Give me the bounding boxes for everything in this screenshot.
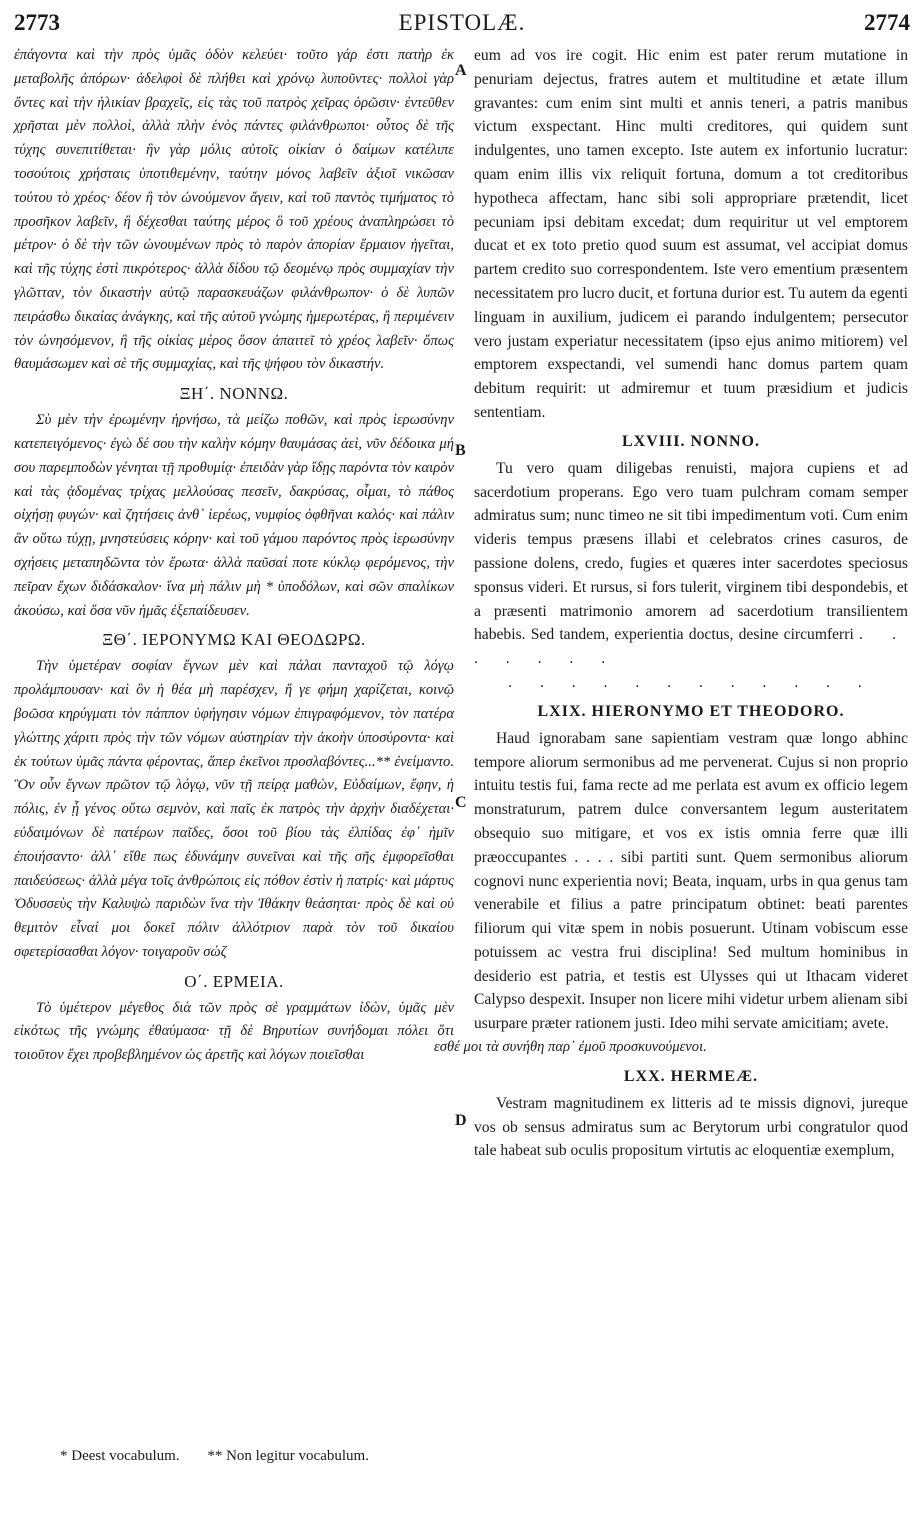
greek-letter-70: Τὸ ὑμέτερον μέγεθος διὰ τῶν πρὸς σὲ γραμμάτων ἰδὼν, ὑμᾶς μὲν εἰκότως τῆς γνώμης ἐθαύμασα· τῇ δὲ Βηρυτίων συνήδομαι πόλει ὅτι τοιοῦτον ἔχει προβεβλημένον ὡς ἀρετῆς καὶ λόγων ποιεῖσθαι [14, 999, 454, 1064]
margin-marker-d: D [455, 1112, 467, 1129]
greek-letter-69: Τὴν ὑμετέραν σοφίαν ἔγνων μὲν καὶ πάλαι πανταχοῦ τῷ λόγῳ προλάμπουσαν· καὶ ὃν ἡ θέα μὴ παρέσχεν, ἥ γε φήμη χαρίζεται, κοινῷ βοῶσα κηρύγματι τὸν πάππον ὑφήγησιν νόμων ἐπιγραφόμενον, τὸν πατέρα γλώττης χάριτι πρὸς τὴν τῶν νόμων αὐστηρίαν τὴν ἀκοὴν ὑποσύροντα· καὶ ἐκ τούτων ὑμᾶς πάντα φέροντας, ἅπερ ἐκεῖνοι προσλαβόντες...** ἐνείμαντο. Ὃν οὖν ἔγνων πρῶτον τῷ λόγῳ, νῦν τῇ πείρᾳ μαθὼν, Εὐδαίμων, ἔφην, ἡ πόλις, ἐν ᾗ γένος οὕτω σεμνὸν, καὶ παῖς ἐκ πατρὸς τὴν ἀρχὴν διαδέχεται· εὐδαιμόνων δὲ πατέρων παῖδες, ὅσοι τοῦ βίου τὰς ἐλπίδας ἐφ᾽ ἡμῖν ἐποιήσαντο· ἀλλ᾽ εἴθε πως ἐδυνάμην συνεῖναι καὶ τῆς σῆς ἐμφορεῖσθαι παιδεύσεως· ἀλλὰ μέγα τοῖς ἀνθρώποις εἰς πόθον ἐστὶν ἡ πατρίς· καὶ μάρτυς Ὀδυσσεὺς τὴν Καλυψὼ παριδὼν ἵνα τὴν Ἰθάκην θεάσηται· πρὸς δὲ καὶ οὐ θεμιτὸν εἶναί μοι δοκεῖ πόλιν ἀλλότριον παρὰ τὸν τοῦ δικαίου σφετερίσασθαι λόγον· τοιγαροῦν σώζ [14, 658, 454, 960]
latin-column [434, 44, 908, 1163]
latin-letter-70: Vestram magnitudinem ex litteris ad te missis dignovi, jureque vos ob sensus admiratus sum ac Berytorum urbi congratulor quod tale habeat sub oculis propositum virtutis ac eloquentiæ exemplum, [474, 1094, 908, 1160]
running-title: EPISTOLÆ. [398, 10, 526, 35]
latin-letter-69: Haud ignorabam sane sapientiam vestram quæ longo abhinc tempore aliorum sermonibus ad me pervenerat. Cujus si non proprio intuitu testis fui, fama recte ad me perlata est avum ex officio legem monstraturum, patrem dulce conversantem legum austeritatem obsequio suo mitigare, et vos ex istis omnia ferre quæ illi præoccupantes . . . . sibi partiti sunt. Quem sermonibus aliorum cognovi nunc experientia novi; Beata, inquam, urbs in qua genus tam venerabile et filius a patre principatum obtinet: beati parentes filiorum qui vitæ spem in nobis posuerunt. Utinam vobiscum esse potuissem ac vestra frui disciplina! Sed multum hominibus in desiderio est patria, et testis est Ulysses qui ut Ithacam videret Calypso despexit. Insuper non licere mihi videtur urbem alienam sibi usurpare præter rationem justi. Ideo mihi servate amicitiam; avete. [474, 729, 908, 1033]
footnote-2: ** Non legitur vocabulum. [207, 1448, 369, 1464]
ellipsis-dots: . . . . . . . [474, 626, 908, 668]
margin-marker-a: A [455, 62, 467, 79]
greek-letter-68: Σὺ μὲν τὴν ἐρωμένην ἠρνήσω, τὰ μείζω ποθῶν, καὶ πρὸς ἱερωσύνην κατεπειγόμενος· ἐγὼ δέ σου τὴν καλὴν κόμην θαυμάσας ἀεὶ, νῦν δέδοικα μή σου παρεμποδὼν γένηται τῇ προθυμίᾳ· ἐπειδὰν γὰρ ἴδῃς παρόντα τὸν καιρὸν καὶ τὰς ᾀδομένας τρίχας μελλούσας πεσεῖν, δακρύσας, οἶμαι, τὸ πάθος οἰχήσῃ φυγών· καὶ ζητήσεις ἀνθ᾽ ἱερέως, νυμφίος ὀφθῆναι καλός· καὶ πάλιν ἂν οὕτω τύχῃ, μνηστεύσεις κόρην· καὶ τοῦ γάμου παρόντος πρὸς ἱερωσύνην σχήσεις μεταπηδῶντα τὸν ἔρωτα· ἀλλὰ παῦσαί ποτε κύκλῳ φερόμενος, τὴν πεῖραν ἔχων διδάσκαλον· ἵνα μὴ πάλιν μὴ * ὑποδόλων, καὶ σῶν σπαλίκων ἀκούσω, καὶ ὅσα νῦν ἡμᾶς ἐξεπαίδευσεν. [14, 412, 454, 619]
latin-heading-69: LXIX. HIERONYMO ET THEODORO. [537, 702, 845, 720]
page-number-right: 2774 [864, 10, 910, 35]
latin-letter-68-text: Tu vero quam diligebas renuisti, majora cupiens et ad sacerdotium properans. Ego vero tuam pulchram comam semper admiratus sum; nunc timeo ne sit tibi impedimentum voti. Cum enim videris tempus præsens illabi et celebratos crines casuros, de passione dolens, credo, fugies et quæres inter sacerdotes speciosus sponsus videri. Et rursus, si fors tulerit, virginem tibi despondebis, et a præsenti matrimonio amorem ad sacerdotium transilientem habebis. Sed tandem, experientia doctus, desine circumferri [474, 459, 908, 644]
latin-heading-70: LXX. HERMEÆ. [623, 1067, 759, 1085]
greek-tail-69: εσθέ μοι τὰ συνήθη παρ᾽ ἐμοῦ προσκυνούμενοι. [434, 1039, 707, 1056]
page-number-left: 2773 [14, 10, 60, 35]
ellipsis-dots-2: . . . . . . . . . . . . [508, 673, 874, 691]
page-header [14, 10, 910, 44]
greek-heading-70: Ο΄. ΕΡΜΕΙΑ. [184, 971, 284, 991]
latin-letter-68 [474, 457, 908, 671]
latin-paragraph-1: eum ad vos ire cogit. Hic enim est pater rerum mutatione in penuriam dejectus, fratres autem et multitudine et ætate illum gravantes: cum enim sint multi et annis teneri, a patris manibus victum exspectant. Hinc multi creditores, qui quidem sunt indulgentes, uno tamen excepto. Iste autem ex infortunio lucratur: quam enim illis vix reliquit fortuna, domum a tot creditoribus hypotheca affectam, hanc sibi soli appropriare prætendit, licet pecuniam ipsi debitam excedat; dum requiritur ut vel emptorem ducat et ex toto pretio quod suum est assumat, vel accipiat domus partem credito suo correspondentem. Iste vero ementium præsentem necessitatem pro lucro ducit, et fortuna durior est. Tu autem da egenti linguam in auxilium, judicem ei parando indulgentem; persecutor vero justam experiatur necessitatem (ipso ejus animo mitiorem) vel emptorem exspectandi, vel sumendi hanc domus partem quam debitum requirit: ut admiremur et tuum præsidium et judicis sententiam. [474, 47, 908, 421]
margin-marker-b: B [455, 442, 466, 459]
ellipsis-line [474, 671, 908, 695]
margin-marker-c: C [455, 794, 467, 811]
greek-heading-69: ΞΘ΄. ΙΕΡΟΝΥΜΩ ΚΑΙ ΘΕΟΔΩΡΩ. [102, 630, 366, 650]
greek-column [14, 44, 454, 1068]
latin-heading-68: LXVIII. NONNO. [621, 432, 760, 450]
greek-heading-68: ΞΗ΄. ΝΟΝΝΩ. [179, 384, 289, 404]
greek-paragraph-1: ἐπάγοντα καὶ τὴν πρὸς ὑμᾶς ὁδὸν κελεύει· τοῦτο γάρ ἐστι πατὴρ ἐκ μεταβολῆς ἀπόρων· ἀδελφοὶ δὲ πλήθει καὶ χρόνῳ λυποῦντες· πολλοὶ γὰρ ὄντες καὶ τὴν ἡλικίαν βραχεῖς, εἰς τὰς τοῦ πατρὸς χεῖρας ὁρῶσιν· ἐντεῦθεν χρῆσται μὲν πολλοὶ, ἀλλὰ πλὴν ἑνὸς πάντες φιλάνθρωποι· οὗτος δὲ τῆς τύχης συνεπιτίθεται· ἣν γὰρ μόλις αὐτοῖς οἰκίαν ὁ δαίμων κατέλιπε τοσούτοις χρήσταις ὑποτιθεμένην, ταύτην μόνος λαβεῖν ἀξιοῖ νικῶσαν τούτου τὸ χρέος· δέον ἢ τὸν ὠνούμενον ἄγειν, καὶ τοῦ παντὸς τιμήματος τὸ προσῆκον λαβεῖν, ἢ δέχεσθαι ταύτης μέρος ὃ τοῦ χρέους ἀναπληρώσει τὸ μέτρον· ὁ δὲ τὴν τῶν ὠνουμένων πρὸς τὸ παρὸν ἀπορίαν ἕρμαιον ἡγεῖται, καὶ τῆς τύχης ἐστὶ πικρότερος· ἀλλὰ δίδου τῷ δεομένῳ πρὸς συμμαχίαν τὴν γλῶτταν, τὸν δικαστὴν αὐτῷ παρασκευάζων φιλάνθρωπον· ὁ δὲ λυπῶν πειράσθω δικαίας ἀνάγκης, καὶ τῆς αὐτοῦ γνώμης ἡμερωτέρας, ἢ περιμένειν τὸν ὠνησόμενον, ἢ τῆς οἰκίας μέρος ὅσον ἀπαιτεῖ τὸ χρέος λαβεῖν· ὅπως θαυμάσωμεν καὶ σὲ τῆς συμμαχίας, καὶ τῆς ψήφου τὸν δικαστήν. [14, 47, 454, 373]
footnote-1: * Deest vocabulum. [60, 1448, 180, 1464]
footnotes [60, 1448, 393, 1465]
